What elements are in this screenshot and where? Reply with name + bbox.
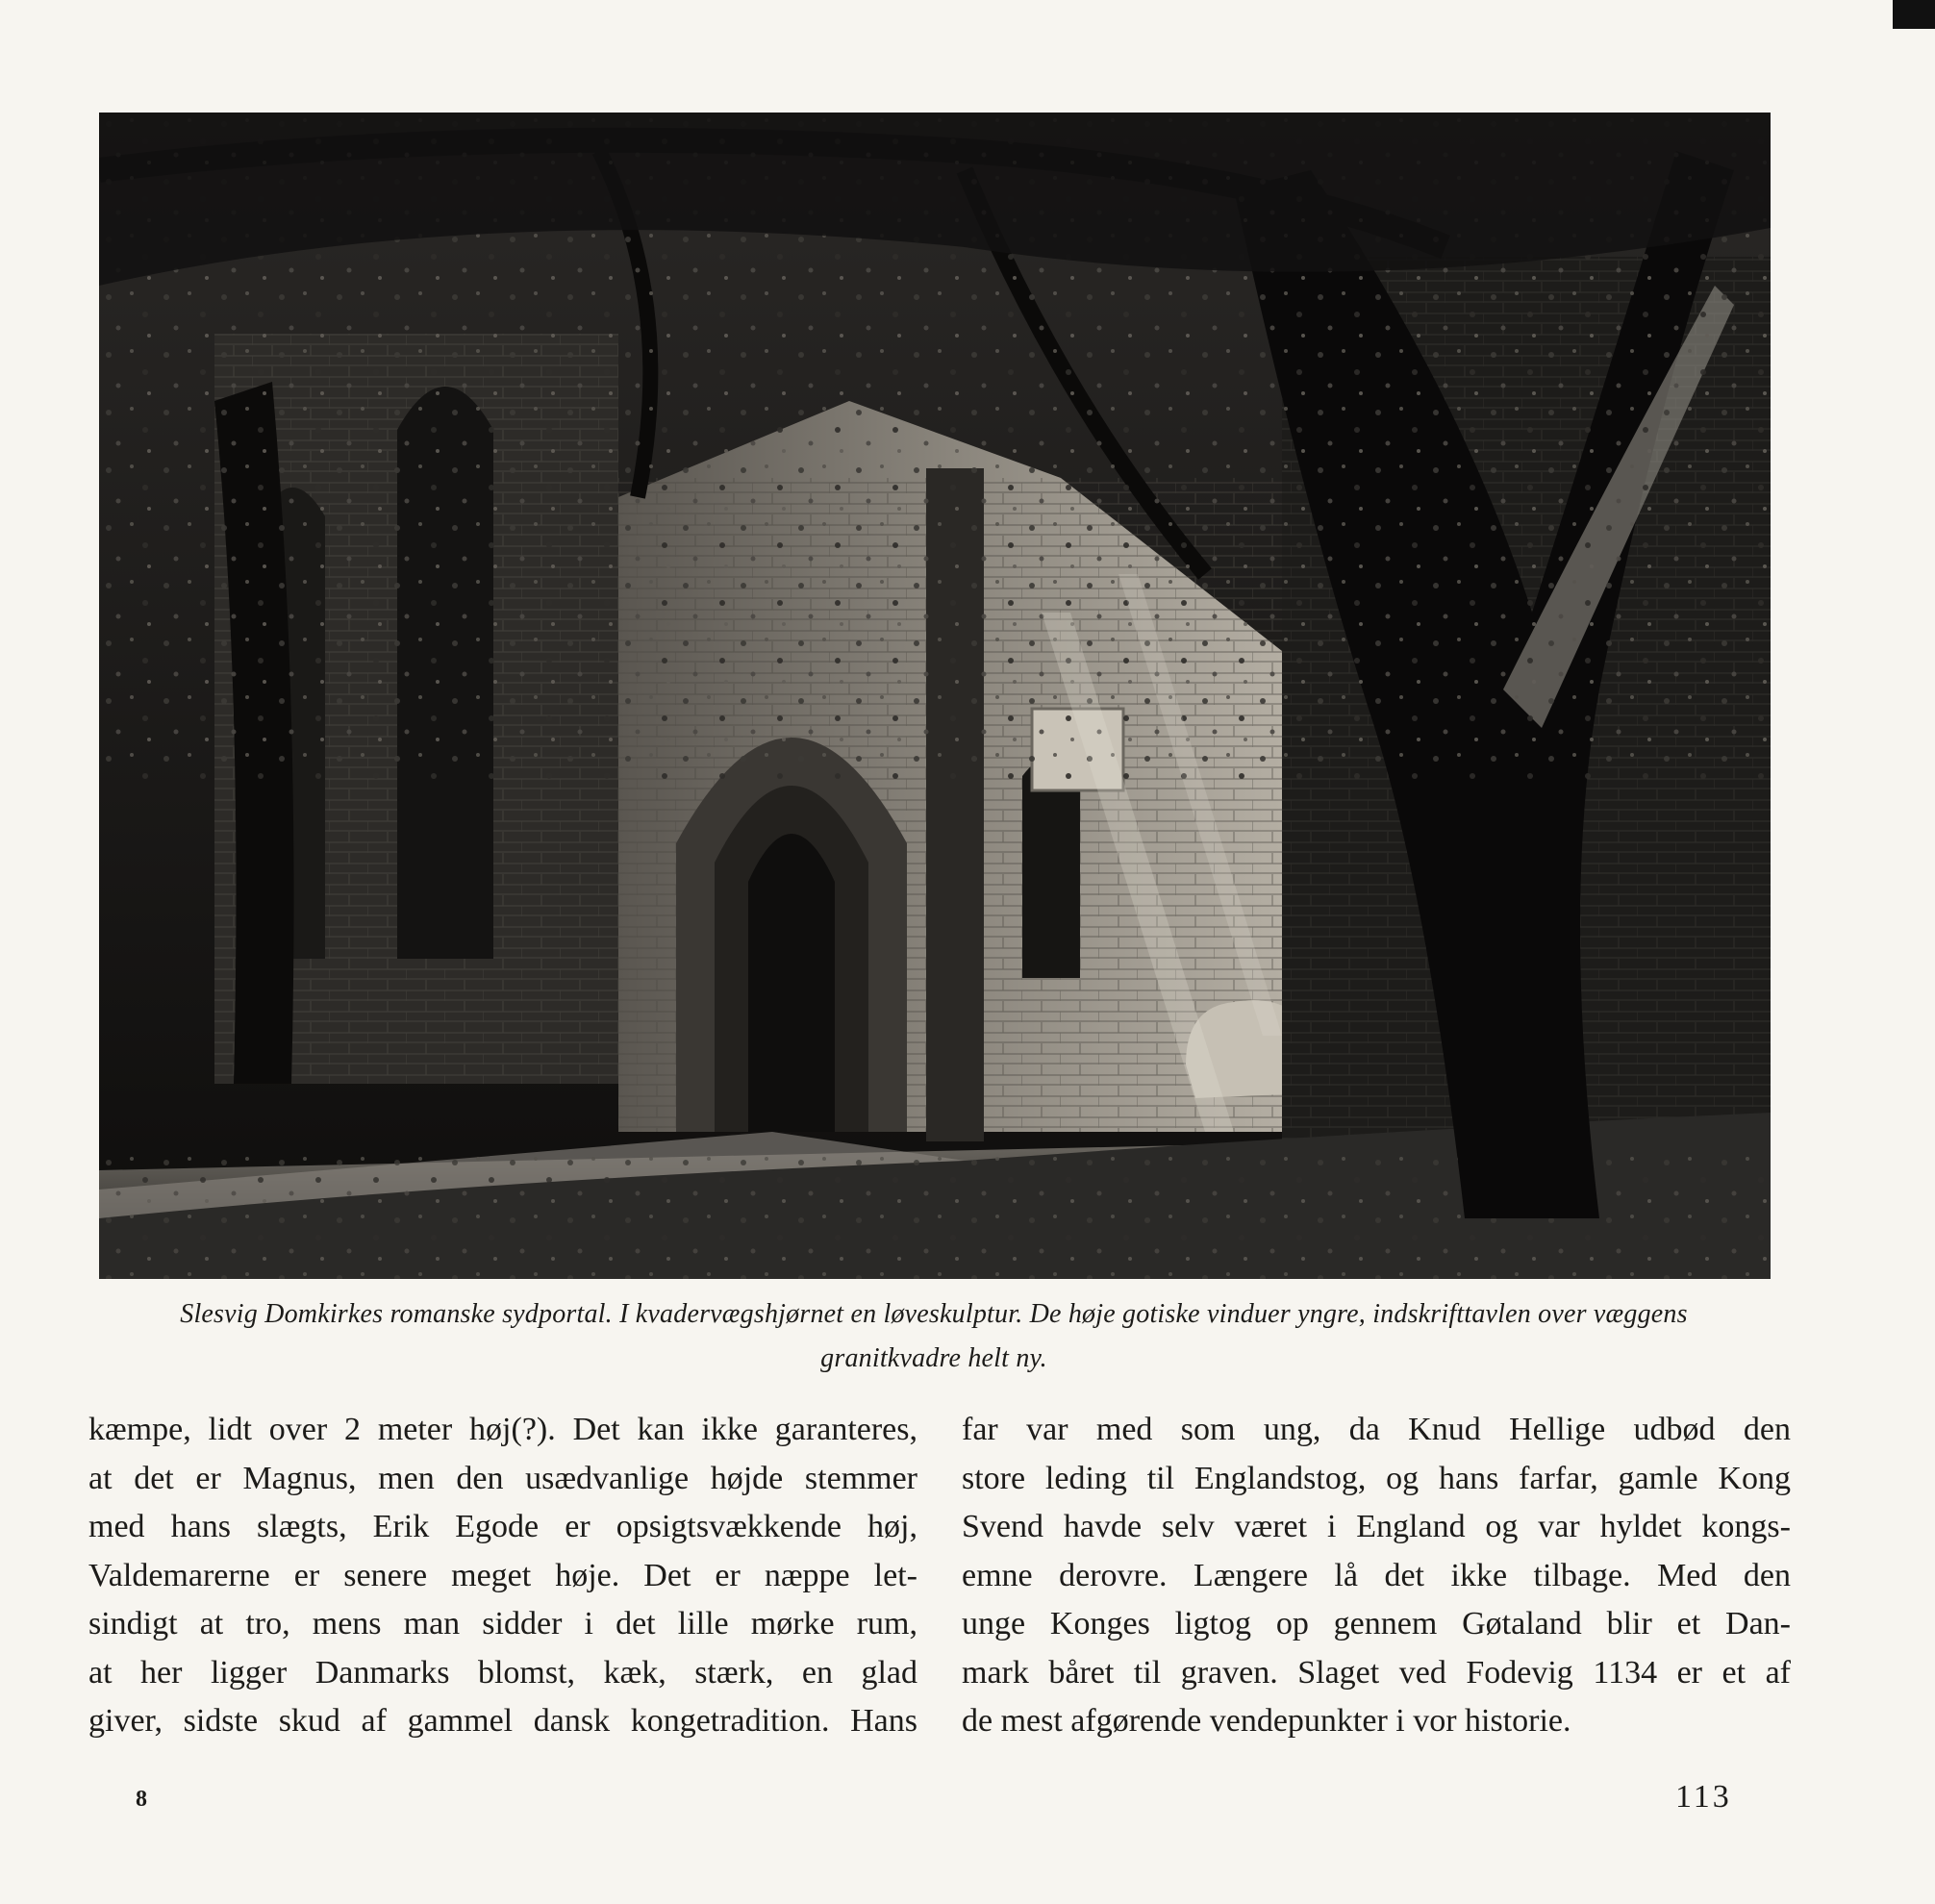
text-line: mark båret til graven. Slaget ved Fodevig 1134 er et af bbox=[962, 1654, 1791, 1691]
text-line: emne derovre. Længere lå det ikke tilbage. Med den bbox=[962, 1557, 1791, 1593]
text-line: sindigt at tro, mens man sidder i det lille mørke rum, bbox=[88, 1606, 917, 1641]
cathedral-portal-photograph bbox=[99, 113, 1771, 1279]
text-line: kæmpe, lidt over 2 meter høj(?). Det kan ikke garanteres, bbox=[88, 1412, 917, 1447]
caption-line-2: granitkvadre helt ny. bbox=[820, 1343, 1047, 1373]
text-line: giver, sidste skud af gammel dansk kongetradition. Hans bbox=[88, 1703, 917, 1739]
page-number: 113 bbox=[1675, 1779, 1732, 1815]
scan-corner-mark bbox=[1893, 0, 1935, 29]
text-line: Valdemarerne er senere meget høje. Det er næppe let- bbox=[88, 1557, 917, 1593]
signature-mark: 8 bbox=[136, 1787, 147, 1812]
text-line: store leding til Englandstog, og hans farfar, gamle Kong bbox=[962, 1460, 1791, 1496]
caption-line-1: Slesvig Domkirkes romanske sydportal. I kvadervægshjørnet en løveskulptur. De høje gotiske vinduer yngre, indskrifttavlen over væggens bbox=[180, 1299, 1688, 1329]
text-line: de mest afgørende vendepunkter i vor historie. bbox=[962, 1703, 1571, 1739]
text-line: far var med som ung, da Knud Hellige udbød den bbox=[962, 1412, 1791, 1447]
text-column-left bbox=[88, 1406, 917, 1746]
text-line: unge Konges ligtog op gennem Gøtaland blir et Dan- bbox=[962, 1606, 1791, 1641]
text-line: med hans slægts, Erik Egode er opsigtsvækkende høj, bbox=[88, 1509, 917, 1544]
text-line: at det er Magnus, men den usædvanlige højde stemmer bbox=[88, 1460, 917, 1496]
text-line: Svend havde selv været i England og var hyldet kongs- bbox=[962, 1509, 1791, 1544]
text-column-right bbox=[962, 1406, 1791, 1746]
photo-caption bbox=[91, 1292, 1776, 1381]
text-line: at her ligger Danmarks blomst, kæk, stærk, en glad bbox=[88, 1654, 917, 1691]
